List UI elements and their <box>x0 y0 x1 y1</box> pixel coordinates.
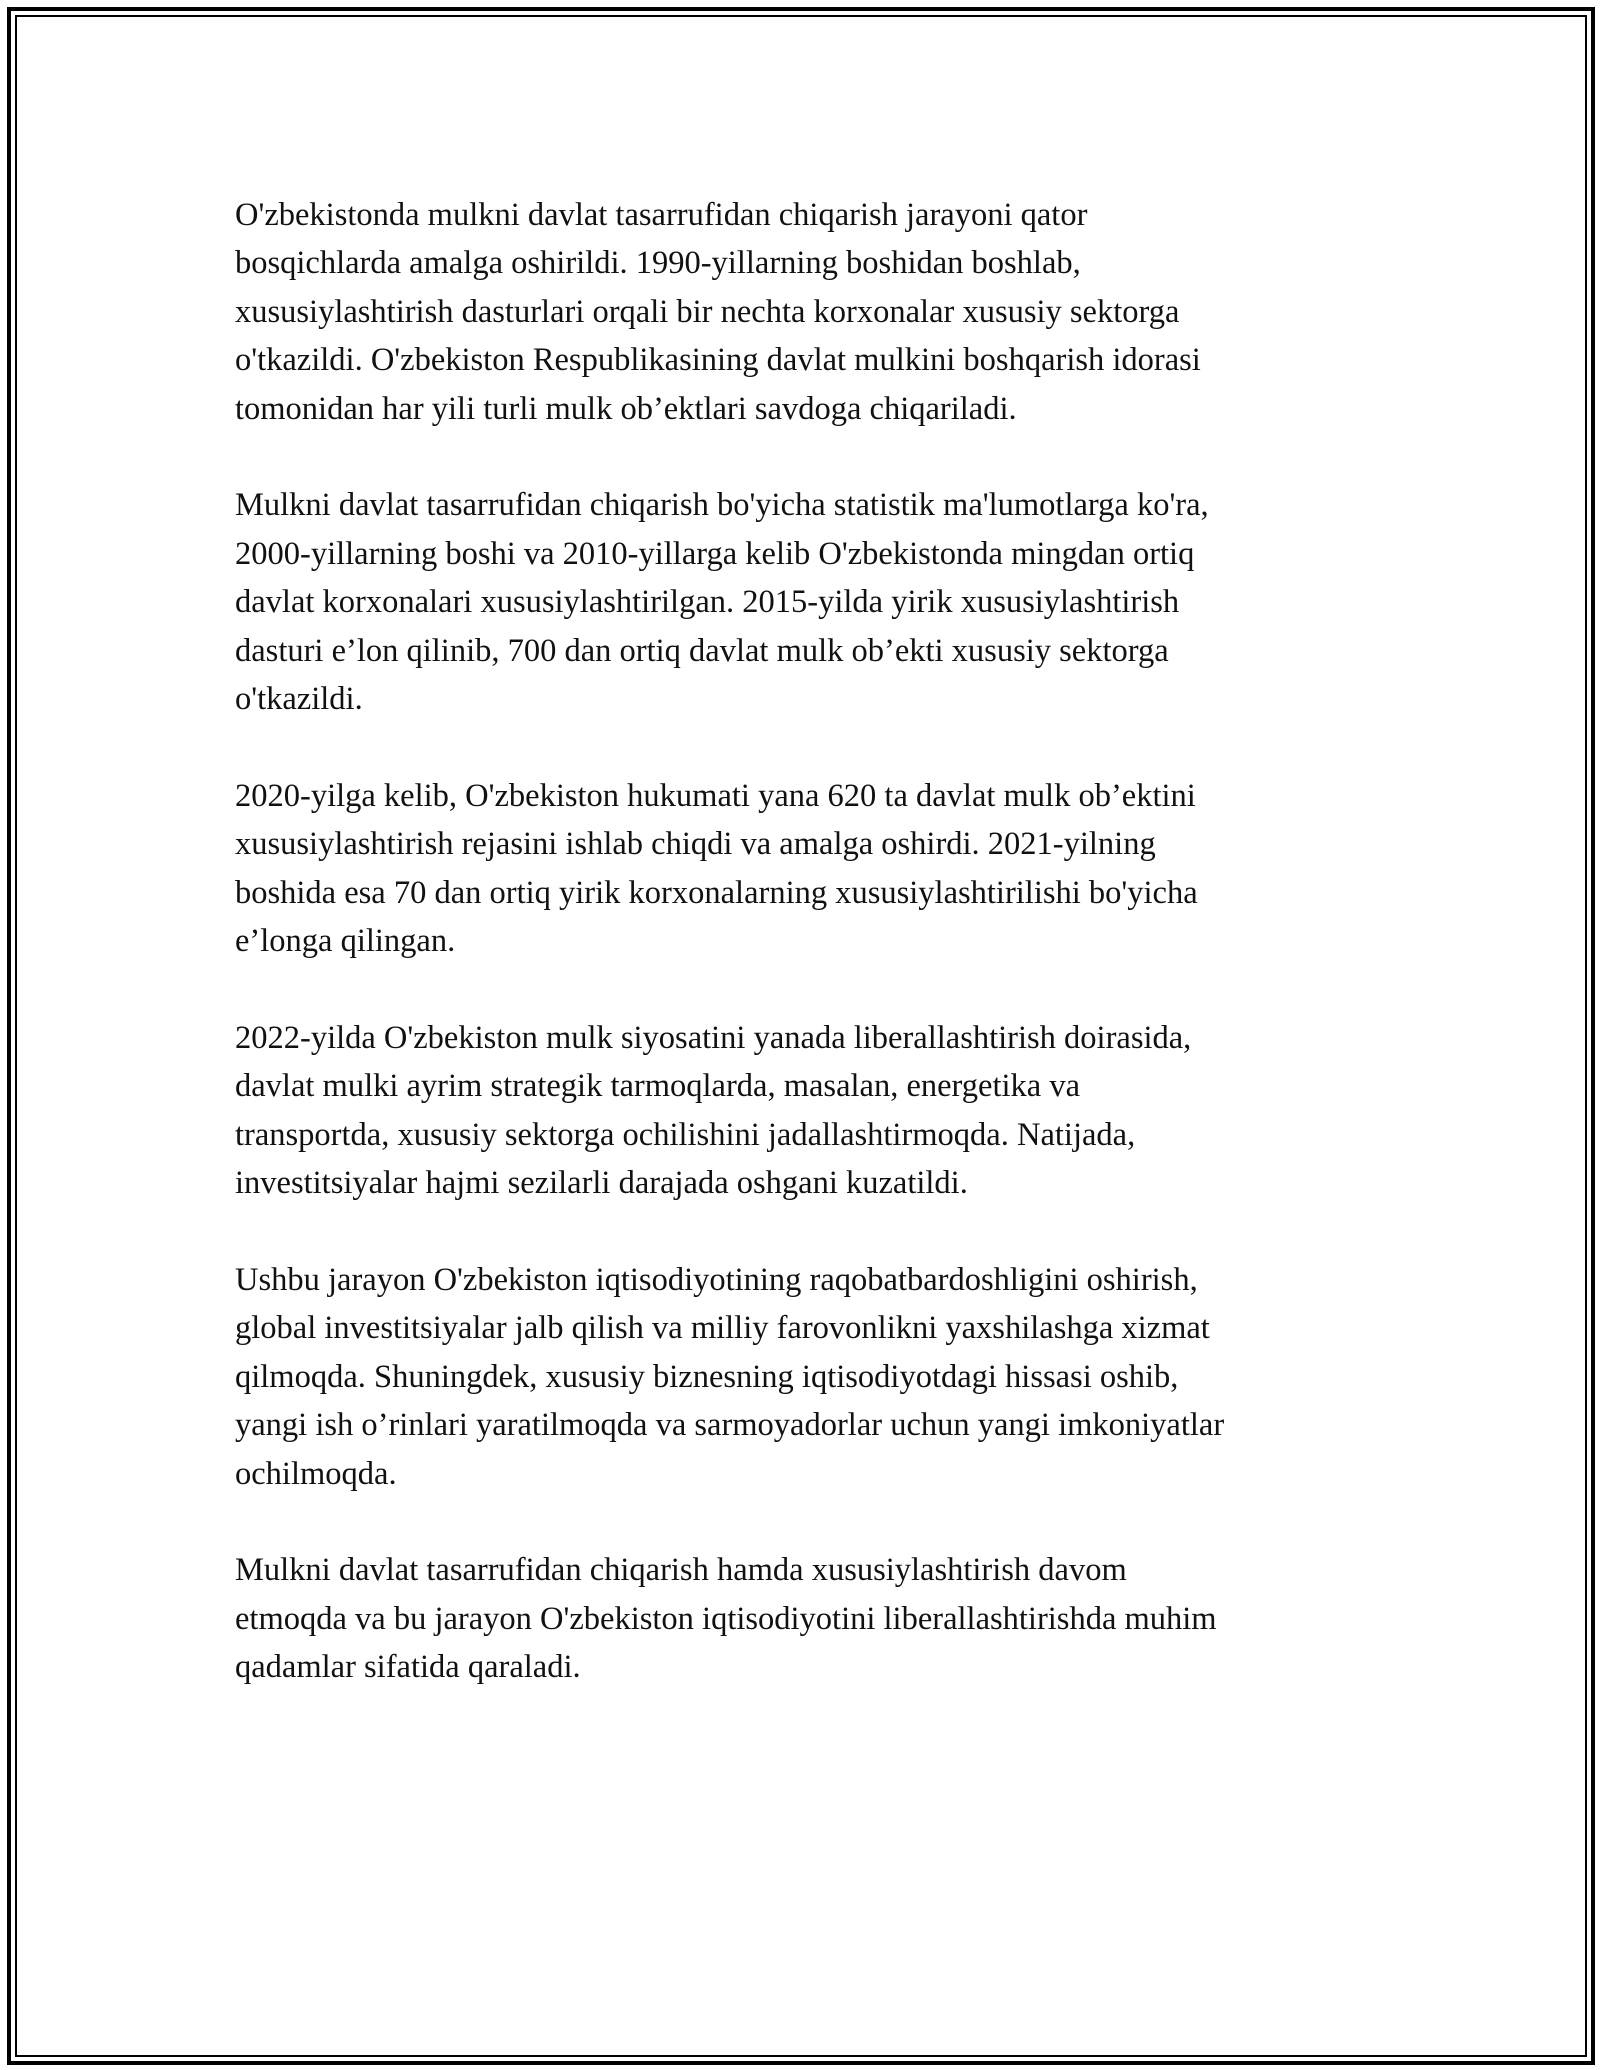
paragraph-4: 2022-yilda O'zbekiston mulk siyosatini yanada liberallashtirish doirasida, davlat mulki ayrim strategik tarmoqlarda, masalan, energetika va transportda, xususiy sektorga ochilishini jadallashtirmoqda. Natijada, investitsiyalar hajmi sezilarli darajada oshgani kuzatildi. <box>235 1019 1192 1202</box>
paragraph-1: O'zbekistonda mulkni davlat tasarrufidan chiqarish jarayoni qator bosqichlarda amalga oshirildi. 1990-yillarning boshidan boshlab, xususiylashtirish dasturlari orqali bir nechta korxonalar xususiy sektorga o'tkazildi. O'zbekiston Respublikasining davlat mulkini boshqarish idorasi tomonidan har yili turli mulk ob’ektlari savdoga chiqariladi. <box>235 197 1201 427</box>
paragraph-6: Mulkni davlat tasarrufidan chiqarish hamda xususiylashtirish davom etmoqda va bu jarayon O'zbekiston iqtisodiyotini liberallashtirishda muhim qadamlar sifatida qaraladi. <box>235 1552 1217 1686</box>
paragraph-2: Mulkni davlat tasarrufidan chiqarish bo'yicha statistik ma'lumotlarga ko'ra, 2000-yillarning boshi va 2010-yillarga kelib O'zbekistonda mingdan ortiq davlat korxonalari xususiylashtirilgan. 2015-yilda yirik xususiylashtirish dasturi e’lon qilinib, 700 dan ortiq davlat mulk ob’ekti xususiy sektorga o'tkazildi. <box>235 487 1209 718</box>
paragraph-3: 2020-yilga kelib, O'zbekiston hukumati yana 620 ta davlat mulk ob’ektini xususiylashtirish rejasini ishlab chiqdi va amalga oshirdi. 2021-yilning boshida esa 70 dan ortiq yirik korxonalarning xususiylashtirilishi bo'yicha e’longa qilingan. <box>235 777 1198 960</box>
document-body <box>235 191 1365 1692</box>
paragraph-5: Ushbu jarayon O'zbekiston iqtisodiyotining raqobatbardoshligini oshirish, global investitsiyalar jalb qilish va milliy farovonlikni yaxshilashga xizmat qilmoqda. Shuningdek, xususiy biznesning iqtisodiyotdagi hissasi oshib, yangi ish o’rinlari yaratilmoqda va sarmoyadorlar uchun yangi imkoniyatlar ochilmoqda. <box>235 1261 1225 1492</box>
